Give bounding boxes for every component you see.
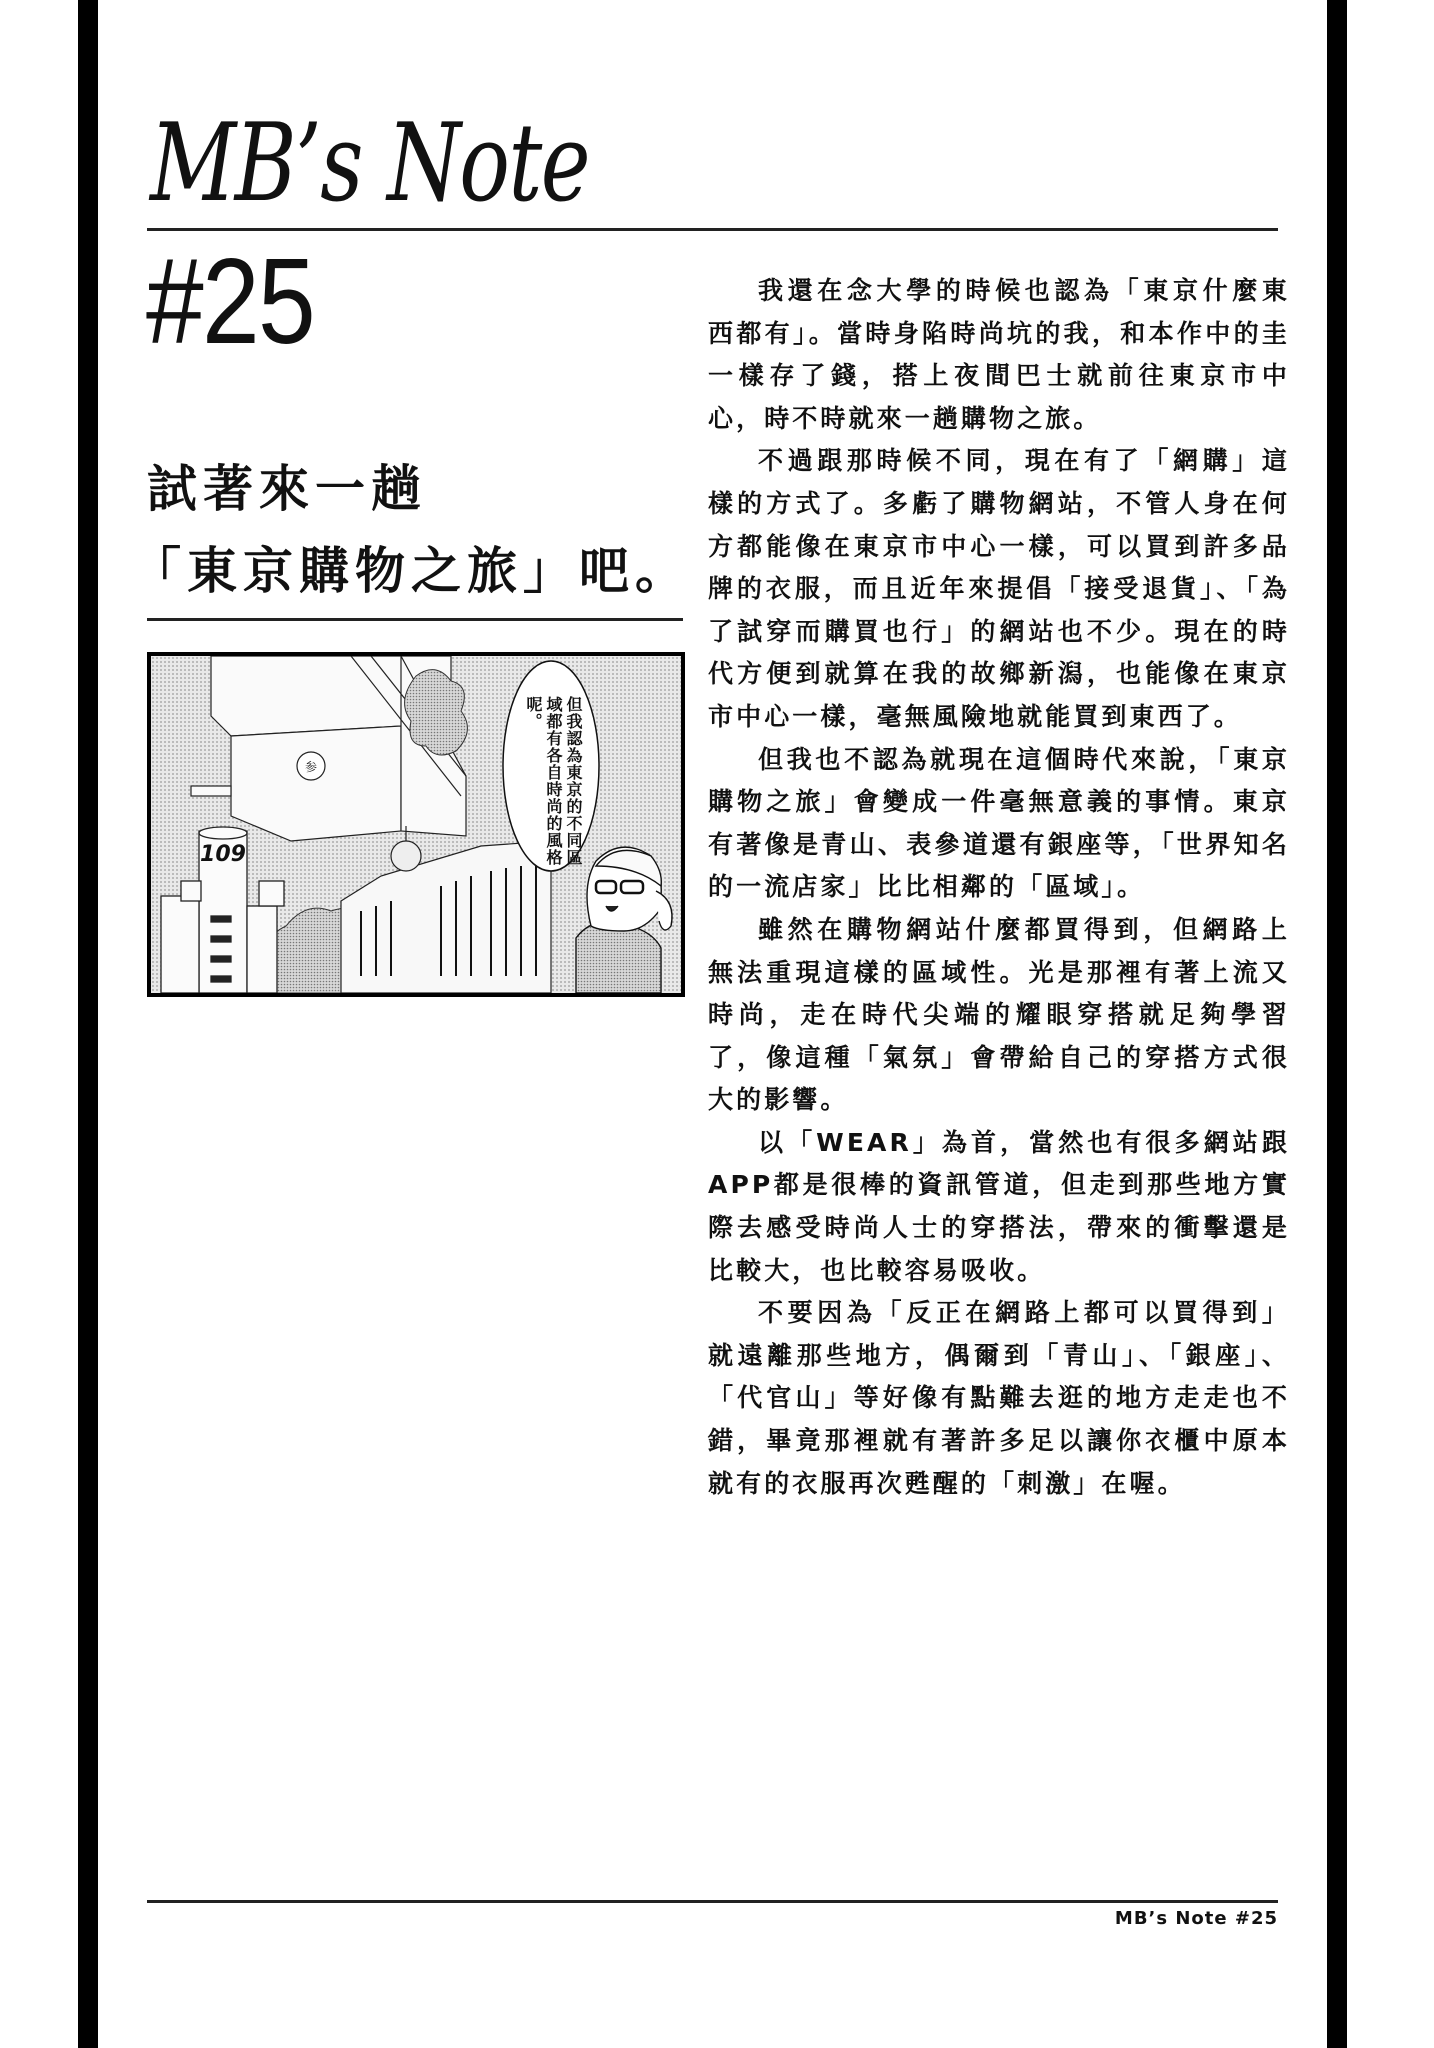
paragraph: 不過跟那時候不同，現在有了「網購」這樣的方式了。多虧了購物網站，不管人身在何方都能像在東京市中心一樣，可以買到許多品牌的衣服，而且近年來提倡「接受退貨」、「為了試穿而購買也行」的網站也不少。現在的時代方便到就算在我的故鄉新潟，也能像在東京市中心一樣，毫無風險地就能買到東西了。 <box>708 446 1290 731</box>
speech-bubble-text: 但我認為東京的不同區域都有各自時尚的風格呢。 <box>524 696 583 866</box>
svg-text:109: 109 <box>200 842 246 867</box>
city-illustration <box>151 656 681 993</box>
paragraph: 雖然在購物網站什麼都買得到，但網路上無法重現這樣的區域性。光是那裡有著上流又時尚，走在時代尖端的耀眼穿搭就足夠學習了，像這種「氣氛」會帶給自己的穿搭方式很大的影響。 <box>708 914 1290 1115</box>
running-footer: MB’s Note #25 <box>1114 1908 1278 1929</box>
issue-number: #25 <box>146 233 314 369</box>
paragraph: 不要因為「反正在網路上都可以買得到」就遠離那些地方，偶爾到「青山」、「銀座」、「代官山」等好像有點難去逛的地方走走也不錯，畢竟那裡就有著許多足以讓你衣櫃中原本就有的衣服再次甦醒的「刺激」在喔。 <box>708 1298 1290 1498</box>
title-divider <box>147 228 1278 231</box>
footer-divider <box>147 1900 1278 1903</box>
article-heading <box>131 448 707 612</box>
left-border-bar <box>78 0 98 2048</box>
paragraph: 以「WEAR」為首，當然也有很多網站跟APP都是很棒的資訊管道，但走到那些地方實際去感受時尚人士的穿搭法，帶來的衝擊還是比較大，也比較容易吸收。 <box>708 1127 1290 1285</box>
series-title: MB’s Note <box>150 101 590 226</box>
manga-panel <box>147 652 685 997</box>
heading-line-2: 「東京購物之旅」吧。 <box>131 542 691 600</box>
heading-divider <box>147 618 683 621</box>
svg-text:参: 参 <box>304 760 318 774</box>
paragraph: 但我也不認為就現在這個時代來說，「東京購物之旅」會變成一件毫無意義的事情。東京有著像是青山、表參道還有銀座等，「世界知名的一流店家」比比相鄰的「區域」。 <box>708 744 1290 902</box>
article-body <box>708 270 1290 1505</box>
paragraph: 我還在念大學的時候也認為「東京什麼東西都有」。當時身陷時尚坑的我，和本作中的圭一樣存了錢，搭上夜間巴士就前往東京市中心，時不時就來一趟購物之旅。 <box>708 276 1290 433</box>
right-border-bar <box>1327 0 1347 2048</box>
heading-line-1: 試著來一趟 <box>147 460 427 518</box>
